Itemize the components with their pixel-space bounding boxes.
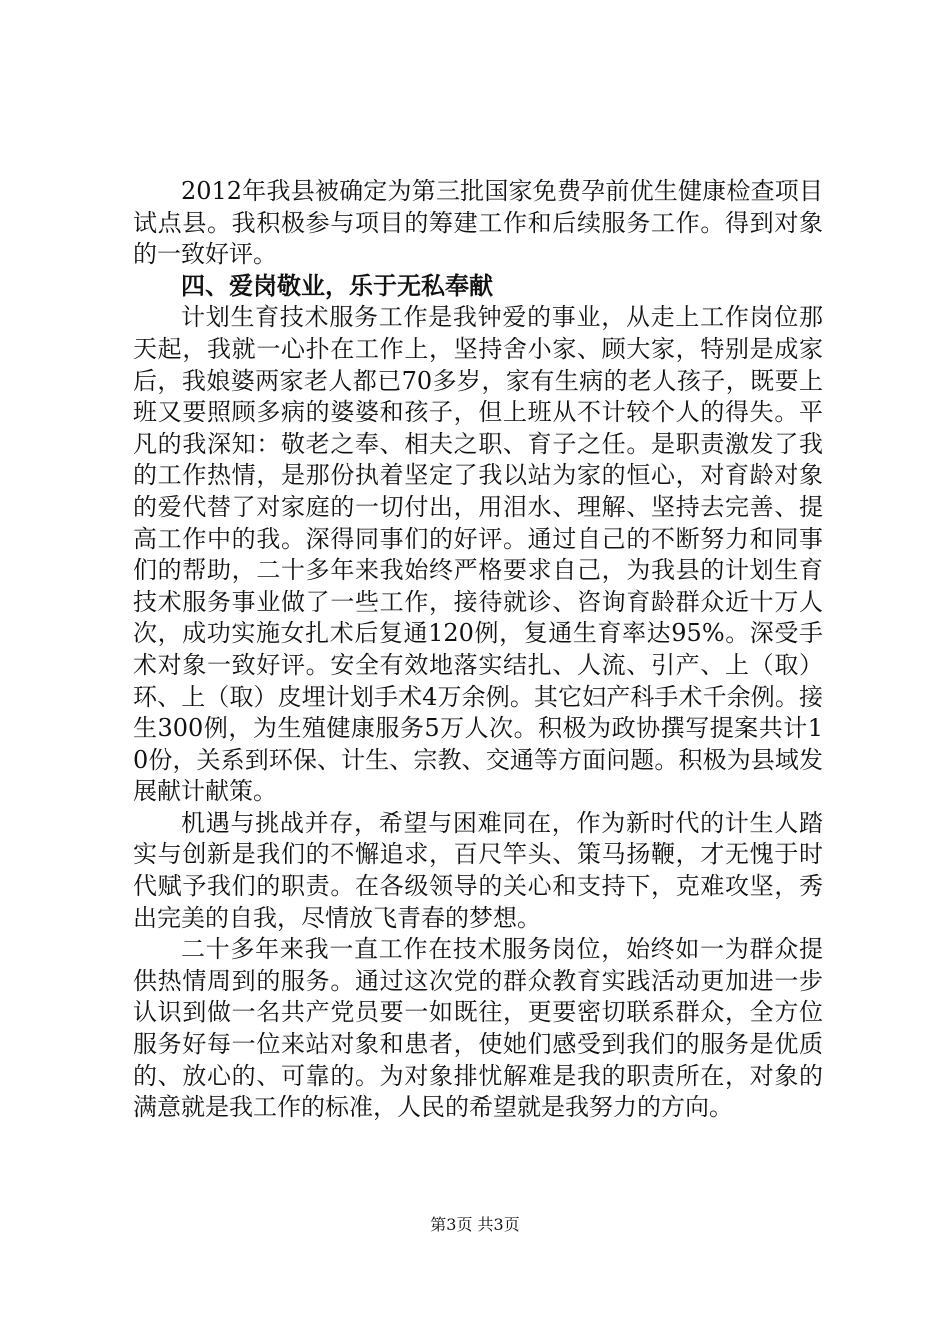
paragraph-opportunity: 机遇与挑战并存，希望与困难同在，作为新时代的计生人踏实与创新是我们的不懈追求，百尺竿头、策马扬鞭，才无愧于时代赋予我们的职责。在各级领导的关心和支持下，克难攻坚，秀出完美的自我，尽情放飞青春的梦想。	[133, 808, 823, 932]
paragraph-pilot-county: 2012年我县被确定为第三批国家免费孕前优生健康检查项目试点县。我积极参与项目的筹建工作和后续服务工作。得到对象的一致好评。	[133, 177, 823, 269]
paragraph-service: 二十多年来我一直工作在技术服务岗位，始终如一为群众提供热情周到的服务。通过这次党的群众教育实践活动更加进一步认识到做一名共产党员要一如既往，更要密切联系群众，全方位服务好每一位来站对象和患者，使她们感受到我们的服务是优质的、放心的、可靠的。为对象排忧解难是我的职责所在，对象的满意就是我工作的标准，人民的希望就是我努力的方向。	[133, 935, 823, 1122]
page-number-footer: 第3页 共3页	[430, 1215, 520, 1234]
section-heading-four: 四、爱岗敬业，乐于无私奉献	[181, 271, 493, 300]
paragraph-dedication: 计划生育技术服务工作是我钟爱的事业，从走上工作岗位那天起，我就一心扑在工作上，坚持舍小家、顾大家，特别是成家后，我娘婆两家老人都已70多岁，家有生病的老人孩子，既要上班又要照顾多病的婆婆和孩子，但上班从不计较个人的得失。平凡的我深知：敬老之奉、相夫之职、育子之任。是职责激发了我的工作热情，是那份执着坚定了我以站为家的恒心，对育龄对象的爱代替了对家庭的一切付出，用泪水、理解、坚持去完善、提高工作中的我。深得同事们的好评。通过自己的不断努力和同事们的帮助，二十多年来我始终严格要求自己，为我县的计划生育技术服务事业做了一些工作，接待就诊、咨询育龄群众近十万人次，成功实施女扎术后复通120例，复通生育率达95%。深受手术对象一致好评。安全有效地落实结扎、人流、引产、上（取）环、上（取）皮埋计划手术4万余例。其它妇产科手术千余例。接生300例，为生殖健康服务5万人次。积极为政协撰写提案共计10份，关系到环保、计生、宗教、交通等方面问题。积极为县域发展献计献策。	[133, 303, 823, 806]
document-body	[133, 176, 823, 1124]
